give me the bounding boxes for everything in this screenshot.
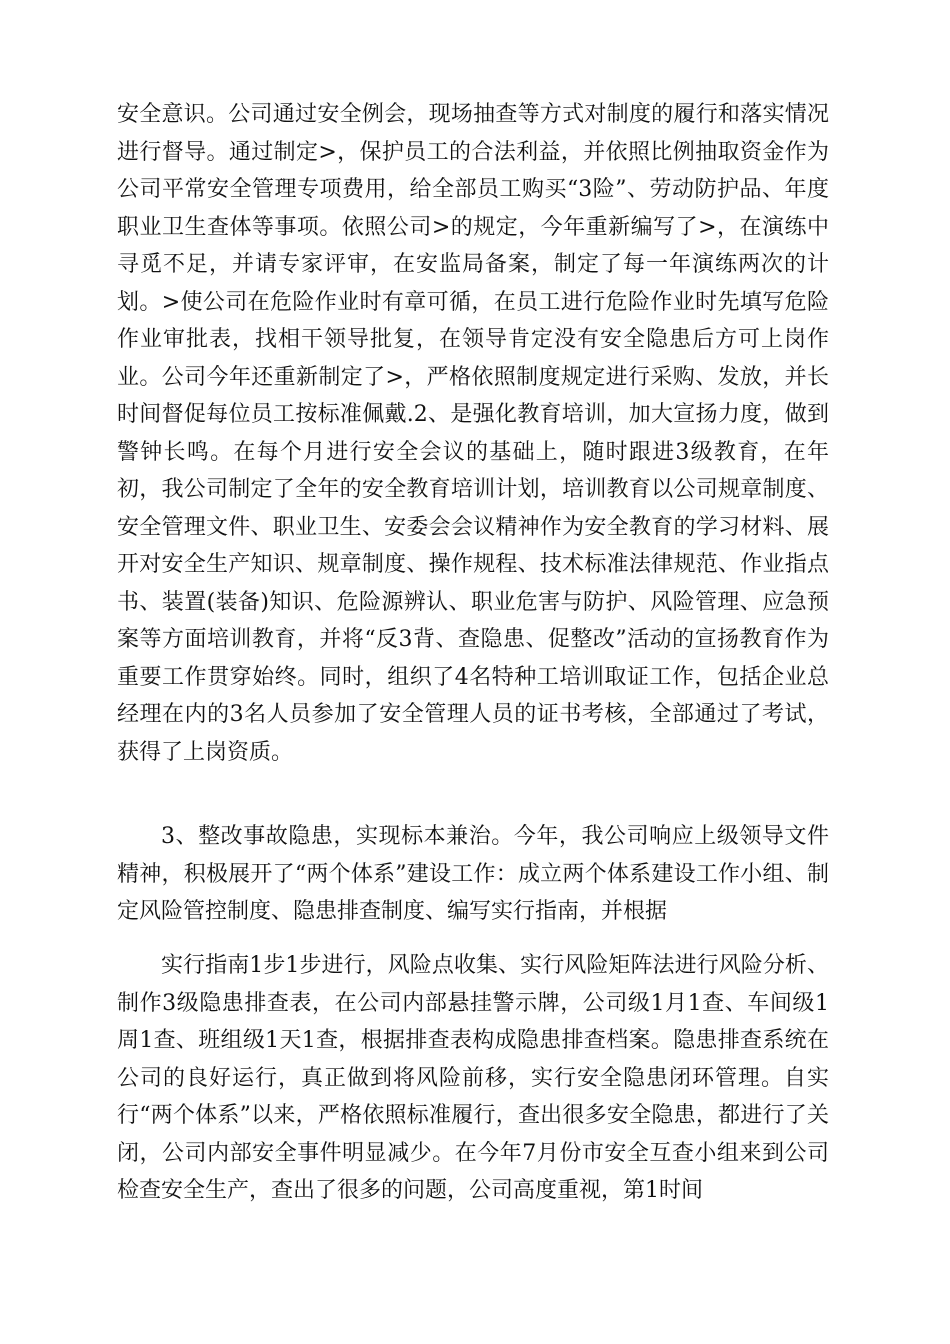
paragraph-implementation-guide: 实行指南1步1步进行，风险点收集、实行风险矩阵法进行风险分析、制作3级隐患排查表，在公司内部悬挂警示牌，公司级1月1查、车间级1周1查、班组级1天1查，根据排查表构成隐患排查档案。隐患排查系统在公司的良好运行，真正做到将风险前移，实行安全隐患闭环管理。自实行“两个体系”以来，严格依照标准履行，查出很多安全隐患，都进行了关闭，公司内部安全事件明显减少。在今年7月份市安全互查小组来到公司检查安全生产，查出了很多的问题，公司高度重视，第1时间 [117, 953, 829, 1203]
paragraph-safety-training: 安全意识。公司通过安全例会，现场抽查等方式对制度的履行和落实情况进行督导。通过制定>，保护员工的合法利益，并依照比例抽取资金作为公司平常安全管理专项费用，给全部员工购买“3险”、劳动防护品、年度职业卫生查体等事项。依照公司>的规定，今年重新编写了>，在演练中寻觅不足，并请专家评审，在安监局备案，制定了每一年演练两次的计划。>使公司在危险作业时有章可循，在员工进行危险作业时先填写危险作业审批表，找相干领导批复，在领导肯定没有安全隐患后方可上岗作业。公司今年还重新制定了>，严格依照制度规定进行采购、发放，并长时间督促每位员工按标准佩戴.2、是强化教育培训，加大宣扬力度，做到警钟长鸣。在每个月进行安全会议的基础上，随时跟进3级教育，在年初，我公司制定了全年的安全教育培训计划，培训教育以公司规章制度、安全管理文件、职业卫生、安委会会议精神作为安全教育的学习材料、展开对安全生产知识、规章制度、操作规程、技术标准法律规范、作业指点书、装置(装备)知识、危险源辨认、职业危害与防护、风险管理、应急预案等方面培训教育，并将“反3背、查隐患、促整改”活动的宣扬教育作为重要工作贯穿始终。同时，组织了4名特种工培训取证工作，包括企业总经理在内的3名人员参加了安全管理人员的证书考核，全部通过了考试，获得了上岗资质。 [117, 102, 829, 765]
paragraph-hazard-rectification: 3、整改事故隐患，实现标本兼治。今年，我公司响应上级领导文件精神，积极展开了“两个体系”建设工作：成立两个体系建设工作小组、制定风险管控制度、隐患排查制度、编写实行指南，并根据 [117, 824, 829, 924]
